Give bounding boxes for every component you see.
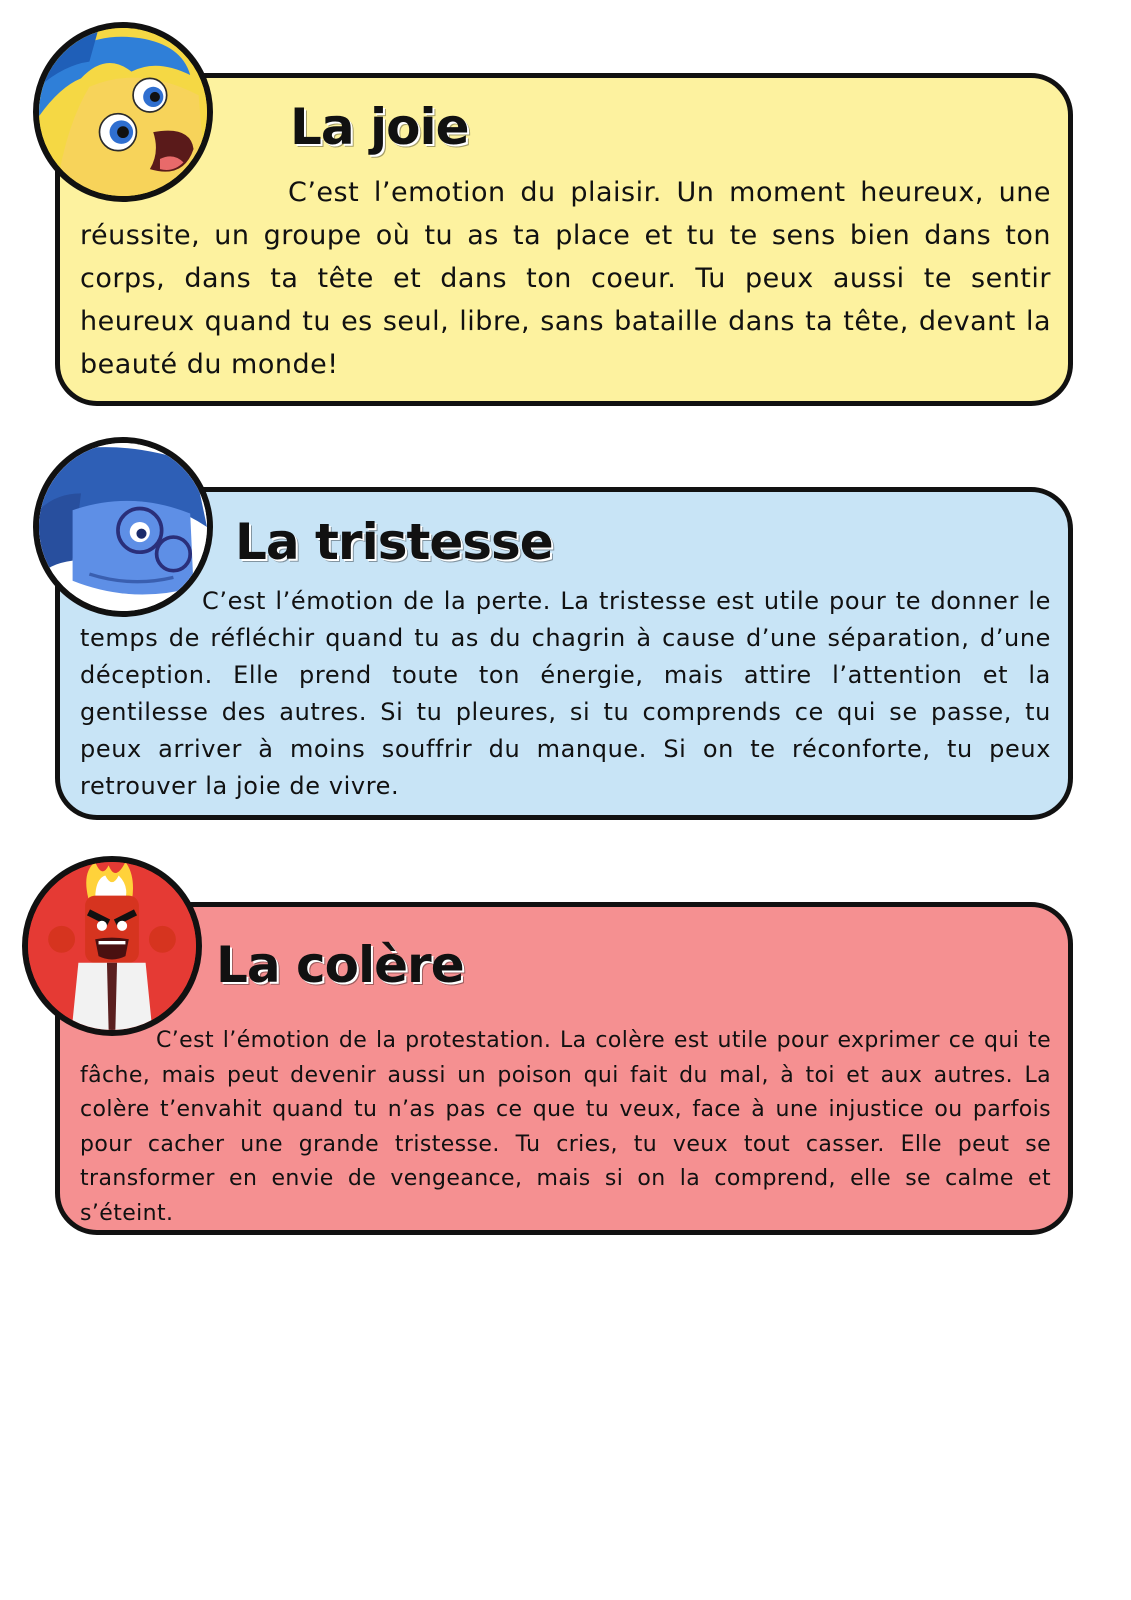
anger-face-graphic [28,862,196,1030]
anger-description: C’est l’émotion de la protestation. La colère est utile pour exprimer ce qui te fâche, mais peut devenir aussi un poison qui fait du mal, à toi et aux autres. La colère t’envahit quand tu n’as pas ce que tu veux, face à une injustice ou parfois pour cacher une grande tristesse. Tu cries, tu veux tout casser. Elle peut se transformer en envie de vengeance, mais si on la comprend, elle se calme et s’éteint. [80,1028,1051,1226]
sadness-face-icon [33,437,213,617]
anger-title: La colère [216,936,464,994]
sadness-face-graphic [39,443,207,611]
joy-title: La joie [290,98,469,156]
sadness-description: C’est l’émotion de la perte. La tristesse est utile pour te donner le temps de réfléchir quand tu as du chagrin à cause d’une séparation, d’une déception. Elle prend toute ton énergie, mais attire l’attention et la gentilesse des autres. Si tu pleures, si tu comprends ce qui se passe, tu peux arriver à moins souffrir du manque. Si on te réconforte, tu peux retrouver la joie de vivre. [80,587,1051,800]
joy-face-icon [33,22,213,202]
anger-face-icon [22,856,202,1036]
sadness-title: La tristesse [235,513,553,571]
joy-face-graphic [39,28,207,196]
joy-description: C’est l’emotion du plaisir. Un moment heureux, une réussite, un groupe où tu as ta place et tu te sens bien dans ton corps, dans ta tête et dans ton coeur. Tu peux aussi te sentir heureux quand tu es seul, libre, sans bataille dans ta tête, devant la beauté du monde! [80,177,1051,380]
